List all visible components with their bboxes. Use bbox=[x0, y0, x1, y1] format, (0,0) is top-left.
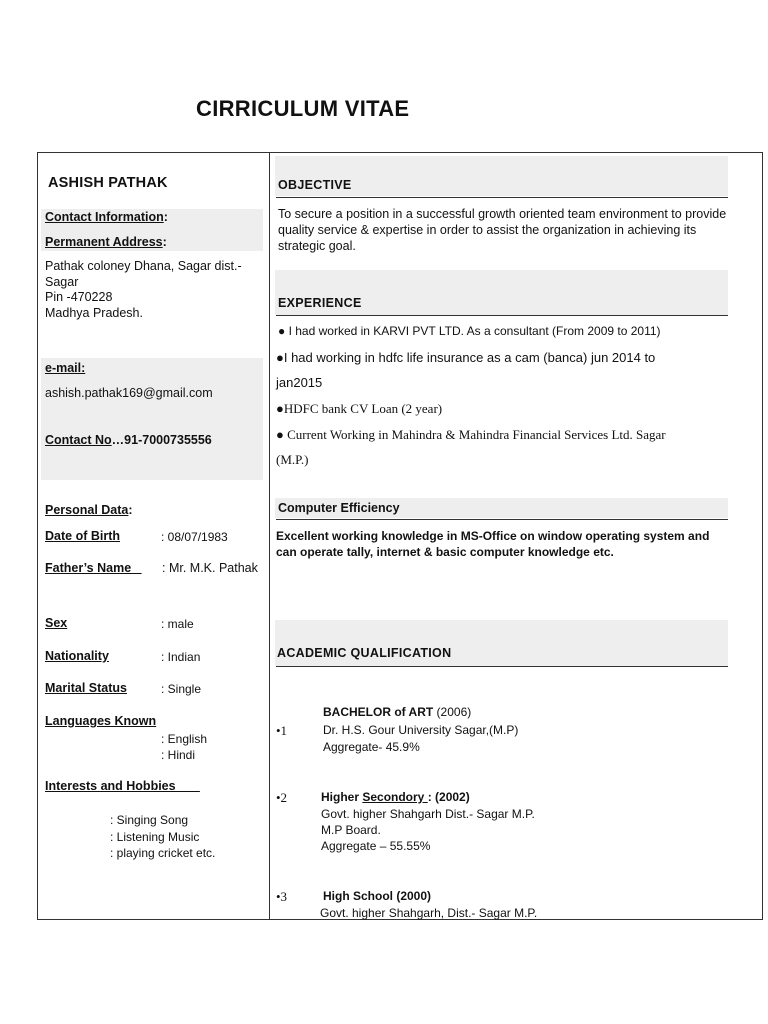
qualification-title: Higher Secondory : (2002) bbox=[321, 790, 470, 804]
sex-value: : male bbox=[161, 617, 194, 631]
qualification-number: •1 bbox=[276, 723, 288, 738]
contact-info-label: Contact Information: bbox=[45, 210, 168, 224]
document-title: CIRRICULUM VITAE bbox=[196, 96, 410, 121]
academic-heading: ACADEMIC QUALIFICATION bbox=[277, 646, 452, 660]
objective-rule bbox=[276, 197, 728, 198]
email-shade bbox=[41, 358, 263, 480]
experience-item-cont: jan2015 bbox=[276, 375, 323, 390]
personal-data-label: Personal Data: bbox=[45, 503, 133, 517]
father-name-label: Father’s Name bbox=[45, 561, 142, 575]
father-name-value: : Mr. M.K. Pathak bbox=[162, 561, 258, 575]
experience-item: ● I had worked in KARVI PVT LTD. As a consultant (From 2009 to 2011) bbox=[278, 324, 661, 338]
computer-rule bbox=[276, 519, 728, 520]
interest-item: : Listening Music bbox=[110, 829, 200, 844]
experience-item: ● Current Working in Mahindra & Mahindra Financial Services Ltd. Sagar bbox=[276, 427, 666, 442]
languages-label: Languages Known bbox=[45, 714, 157, 728]
sex-label: Sex bbox=[45, 616, 68, 630]
address-line: Sagar bbox=[45, 274, 79, 289]
email-value: ashish.pathak169@gmail.com bbox=[45, 386, 213, 400]
permanent-address-label: Permanent Address: bbox=[45, 235, 167, 249]
language-item: : Hindi bbox=[161, 748, 196, 762]
computer-text: Excellent working knowledge in MS-Office on window operating system and can operate tally, internet & basic computer knowledge etc. bbox=[276, 529, 710, 559]
qualification-detail: Aggregate – 55.55% bbox=[321, 839, 431, 853]
dob-value: : 08/07/1983 bbox=[161, 530, 228, 544]
marital-status-value: : Single bbox=[161, 682, 202, 696]
interest-item: : playing cricket etc. bbox=[110, 846, 216, 860]
qualification-number: •2 bbox=[276, 790, 288, 805]
contact-number: Contact No…91-7000735556 bbox=[45, 433, 212, 447]
dob-label: Date of Birth bbox=[45, 529, 120, 543]
experience-item: ●I had working in hdfc life insurance as a cam (banca) jun 2014 to bbox=[276, 350, 656, 365]
experience-item: ●HDFC bank CV Loan (2 year) bbox=[276, 401, 443, 416]
experience-heading: EXPERIENCE bbox=[278, 296, 362, 310]
interests-label: Interests and Hobbies bbox=[45, 779, 200, 793]
qualification-detail: Aggregate- 45.9% bbox=[323, 740, 420, 754]
interest-item: : Singing Song bbox=[110, 813, 189, 827]
nationality-label: Nationality bbox=[45, 649, 109, 663]
qualification-number: •3 bbox=[276, 889, 288, 904]
qualification-title: High School (2000) bbox=[323, 889, 432, 903]
qualification-detail: Govt. higher Shahgarh Dist.- Sagar M.P. bbox=[321, 807, 535, 821]
interests-list bbox=[110, 812, 215, 862]
email-label: e-mail: bbox=[45, 361, 86, 375]
address-line: Pathak coloney Dhana, Sagar dist.- bbox=[45, 259, 242, 273]
address-line: Madhya Pradesh. bbox=[45, 305, 143, 320]
computer-heading: Computer Efficiency bbox=[278, 501, 400, 515]
objective-text: To secure a position in a successful growth oriented team environment to provide quality service & expertise in order to assist the organization in achieving its strategic goal. bbox=[278, 207, 727, 253]
address-line: Pin -470228 bbox=[45, 290, 113, 304]
experience-rule bbox=[276, 315, 728, 316]
nationality-value: : Indian bbox=[161, 650, 201, 664]
academic-rule bbox=[276, 666, 728, 667]
candidate-name: ASHISH PATHAK bbox=[48, 175, 168, 191]
address-block bbox=[45, 259, 242, 321]
qualification-detail: M.P Board. bbox=[321, 823, 381, 837]
experience-item-cont: (M.P.) bbox=[276, 452, 309, 467]
qualification-detail: Dr. H.S. Gour University Sagar,(M.P) bbox=[323, 723, 519, 737]
language-item: : English bbox=[161, 732, 208, 746]
column-divider bbox=[269, 152, 270, 920]
qualification-title: BACHELOR of ART (2006) bbox=[323, 705, 472, 719]
marital-status-label: Marital Status bbox=[45, 681, 127, 695]
qualification-detail: Govt. higher Shahgarh, Dist.- Sagar M.P. bbox=[320, 906, 538, 920]
languages-list bbox=[161, 731, 207, 763]
objective-heading: OBJECTIVE bbox=[278, 178, 352, 192]
